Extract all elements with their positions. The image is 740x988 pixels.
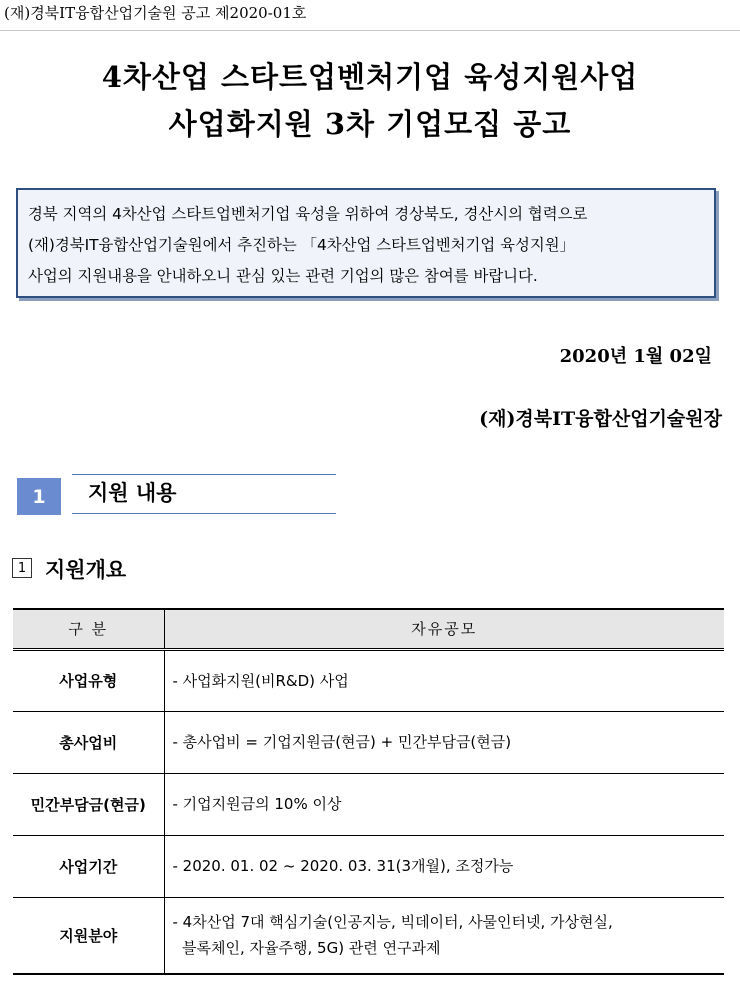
row-value-line: - 4차산업 7대 핵심기술(인공지능, 빅데이터, 사물인터넷, 가상현실, — [172, 913, 613, 932]
subsection-title: 지원개요 — [45, 558, 127, 582]
document-title-line1: 4차산업 스타트업벤처기업 육성지원사업 — [101, 60, 639, 94]
table-row — [13, 773, 724, 835]
header-category: 구 분 — [13, 609, 164, 649]
row-value-line: 블록체인, 자율주행, 5G) 관련 연구과제 — [172, 939, 441, 958]
row-label: 사업유형 — [13, 649, 164, 711]
row-value-line: - 사업화지원(비R&D) 사업 — [172, 671, 349, 690]
notice-number: (재)경북IT융합산업기술원 공고 제2020-01호 — [4, 4, 307, 22]
row-value-line: - 기업지원금의 10% 이상 — [172, 795, 342, 813]
intro-line: (재)경북IT융합산업기술원에서 추진하는 「4차산업 스타트업벤처기업 육성지원」 — [28, 236, 575, 254]
section-title: 지원 내용 — [72, 474, 336, 514]
row-value — [164, 773, 724, 835]
row-value — [164, 835, 724, 897]
intro-line: 사업의 지원내용을 안내하오니 관심 있는 관련 기업의 많은 참여를 바랍니다. — [28, 267, 538, 285]
row-value — [164, 711, 724, 773]
document-title-line2: 사업화지원 3차 기업모집 공고 — [168, 107, 572, 141]
row-label: 총사업비 — [13, 711, 164, 773]
header-open-call: 자유공모 — [164, 609, 724, 649]
notice-header-bar — [0, 0, 740, 31]
subsection-number-box: 1 — [12, 558, 32, 578]
row-value-line: - 총사업비 = 기업지원금(현금) + 민간부담금(현금) — [172, 733, 512, 751]
row-value — [164, 649, 724, 711]
support-overview-table — [13, 608, 724, 975]
section-number-badge: 1 — [17, 478, 61, 515]
table-row — [13, 649, 724, 711]
table-row — [13, 897, 724, 974]
issuing-organization: (재)경북IT융합산업기술원장 — [479, 408, 722, 430]
row-value — [164, 897, 724, 974]
intro-box — [16, 188, 716, 298]
table-header-row — [13, 609, 724, 649]
row-label: 민간부담금(현금) — [13, 773, 164, 835]
row-value-line: - 2020. 01. 02 ~ 2020. 03. 31(3개월), 조정가능 — [172, 857, 514, 875]
intro-line: 경북 지역의 4차산업 스타트업벤처기업 육성을 위하여 경상북도, 경산시의 협력으로 — [28, 205, 588, 223]
row-label: 사업기간 — [13, 835, 164, 897]
table-row — [13, 835, 724, 897]
notice-date: 2020년 1월 02일 — [559, 346, 712, 367]
row-label: 지원분야 — [13, 897, 164, 974]
table-row — [13, 711, 724, 773]
